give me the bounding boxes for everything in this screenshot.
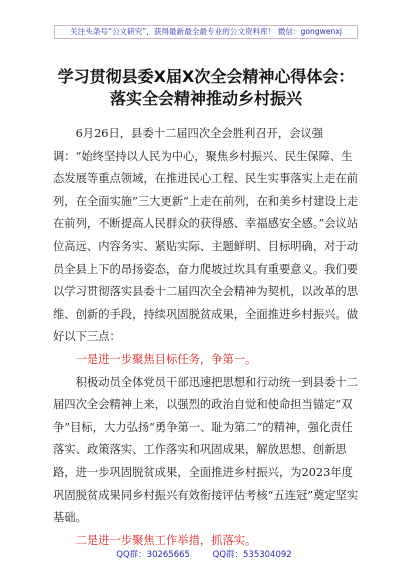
section-heading-1: 一是进一步聚焦目标任务，争第一。 [75, 352, 257, 366]
footer-qq-group-2: QQ群：535304092 [212, 550, 292, 560]
page-title-line-2: 落实全会精神推动乡村振兴 [109, 89, 302, 108]
header-banner: 关注头条号“公文研究”，获得最新最全最专业的公文资料库！ 微信：gongwenxj [54, 25, 358, 39]
section-heading-2: 二是进一步聚焦工作举措，抓落实。 [75, 533, 257, 547]
footer-contact [0, 548, 408, 560]
body-paragraph-section-1: 积极动员全体党员干部迅速把思想和行动统一到县委十二届四次全会精神上来，以强烈的政治自觉和使命担当锚定“双争”目标，大力弘扬“勇争第一、耻为第二”的精神，强化责任落实、政策落实、工作落实和巩固成果，解放思想、创新思路，进一步巩固脱贫成果，全面推进乡村振兴，为2023年度巩固脱贫成果同乡村振兴有效衔接评估考核“五连冠”奠定坚实基础。 [53, 375, 359, 525]
footer-qq-group-1: QQ群：30265665 [116, 550, 190, 560]
body-paragraph-intro: 6月26日，县委十二届四次全会胜利召开，会议强调：“始终坚持以人民为中心，聚焦乡村振兴、民生保障、生态发展等重点领域，在推进民心工程、民生实事落实上走在前列，在全面实施”三大更新“上走在前列，在和美乡村建设上走在前列，不断提高人民群众的获得感、幸福感安全感。”会议站位高远、内容务实、紧贴实际、主题鲜明、目标明确，对于动员全县上下的昂扬姿态，奋力爬坡过坎具有重要意义。我们要以学习贯彻落实县委十二届四次全会精神为契机，以改革的思维、创新的手段，持续巩固脱贫成果，全面推进乡村振兴。做好以下三点： [53, 127, 359, 344]
document-body [53, 123, 359, 552]
page-title-line-1: 学习贯彻县委X届X次全会精神心得体会： [57, 67, 355, 86]
